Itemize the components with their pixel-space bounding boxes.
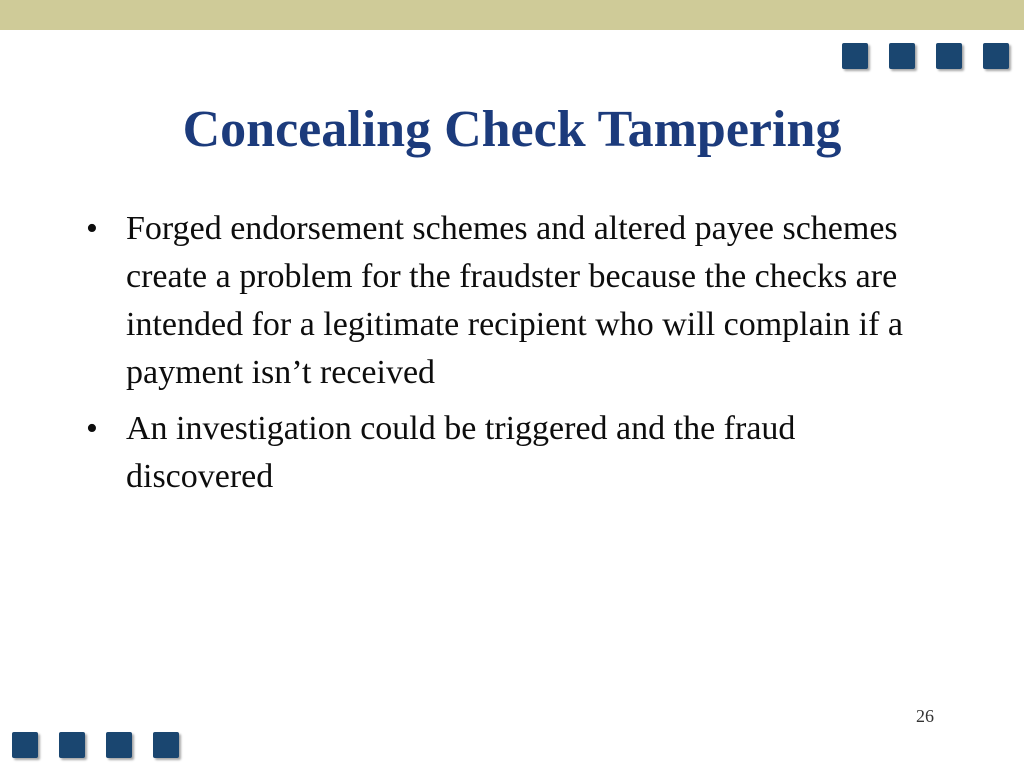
decorative-square: [889, 43, 915, 69]
page-number: 26: [916, 706, 934, 726]
slide-title: Concealing Check Tampering: [182, 101, 842, 158]
decorative-square: [936, 43, 962, 69]
decorative-square: [12, 732, 38, 758]
top-accent-bar: [0, 0, 1024, 30]
decorative-square: [59, 732, 85, 758]
decorative-square: [153, 732, 179, 758]
bullet-dot: •: [86, 410, 98, 447]
top-decorative-squares: [842, 43, 1024, 69]
bullet-list: [84, 205, 914, 509]
bullet-text: Forged endorsement schemes and altered payee schemes create a problem for the fraudster because the checks are intended for a legitimate recipient who will complain if a payment isn’t received: [126, 210, 904, 391]
bullet-dot: •: [86, 210, 98, 247]
decorative-square: [983, 43, 1009, 69]
bullet-item: [84, 405, 914, 501]
decorative-square: [842, 43, 868, 69]
bottom-decorative-squares: [12, 732, 200, 758]
bullet-text: An investigation could be triggered and the fraud discovered: [126, 410, 796, 495]
decorative-square: [106, 732, 132, 758]
bullet-item: [84, 205, 914, 397]
